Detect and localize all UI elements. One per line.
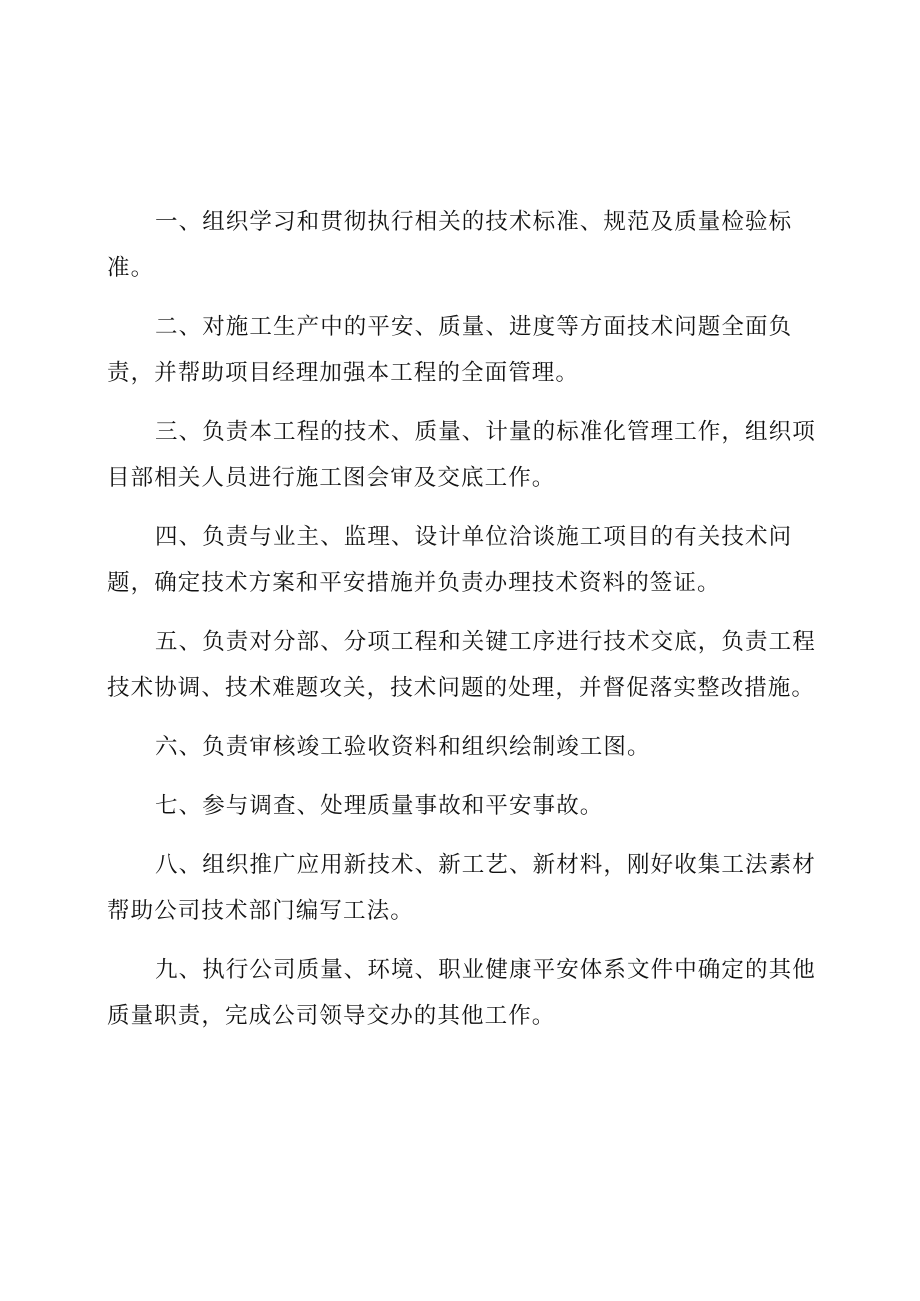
document-body (107, 199, 837, 1052)
paragraph-6: 六、负责审核竣工验收资料和组织绘制竣工图。 (155, 734, 651, 760)
paragraph-3: 三、负责本工程的技术、质量、计量的标准化管理工作，组织项目部相关人员进行施工图会审及交底工作。 (107, 419, 816, 491)
paragraph-5: 五、负责对分部、分项工程和关键工序进行技术交底，负责工程技术协调、技术难题攻关，技术问题的处理，并督促落实整改措施。 (107, 629, 816, 701)
paragraph-7: 七、参与调查、处理质量事故和平安事故。 (155, 793, 604, 819)
paragraph-9: 九、执行公司质量、环境、职业健康平安体系文件中确定的其他质量职责，完成公司领导交办的其他工作。 (107, 957, 816, 1029)
paragraph-1: 一、组织学习和贯彻执行相关的技术标准、规范及质量检验标准。 (107, 209, 793, 281)
paragraph-4: 四、负责与业主、监理、设计单位洽谈施工项目的有关技术问题，确定技术方案和平安措施并负责办理技术资料的签证。 (107, 524, 793, 596)
paragraph-2: 二、对施工生产中的平安、质量、进度等方面技术问题全面负责，并帮助项目经理加强本工程的全面管理。 (107, 314, 793, 386)
paragraph-8: 八、组织推广应用新技术、新工艺、新材料，刚好收集工法素材帮助公司技术部门编写工法。 (107, 852, 816, 924)
